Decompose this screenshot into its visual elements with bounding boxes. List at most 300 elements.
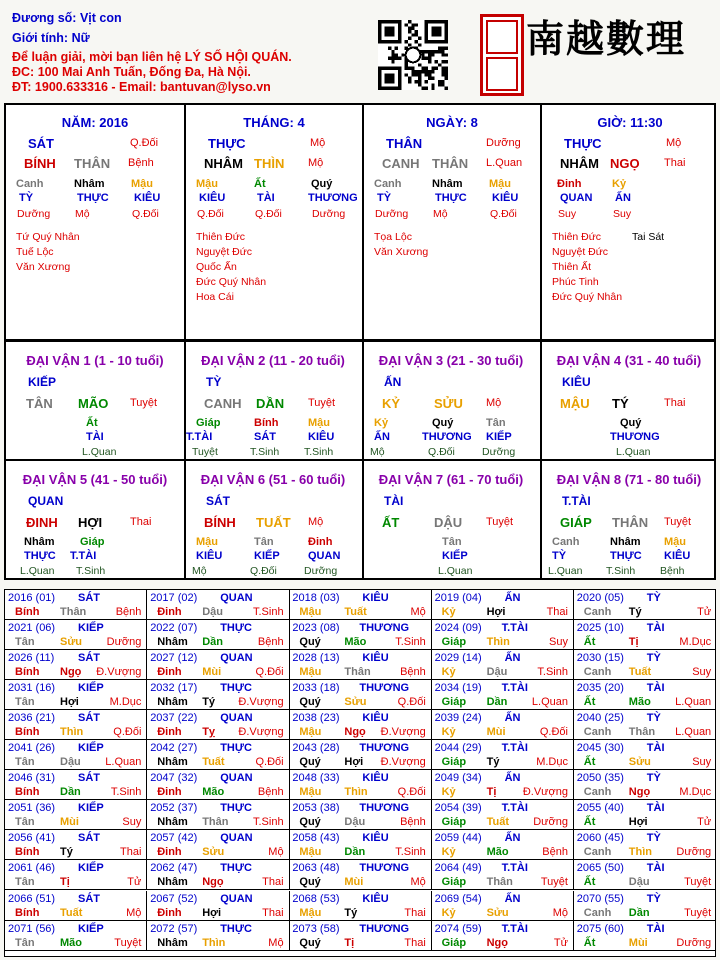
annual-phase: Đ.Vượng — [522, 786, 568, 799]
gioi-tinh-line — [12, 31, 90, 46]
annual-phase: L.Quan — [531, 696, 568, 709]
hidden-phase: L.Quan — [20, 565, 55, 577]
annual-branch: Dần — [60, 786, 81, 799]
hidden-phase: Dưỡng — [375, 208, 409, 220]
annual-phase: Tuyệt — [114, 936, 142, 949]
annual-year: 2041 (26) — [8, 742, 56, 755]
hidden-stem: Đinh — [557, 178, 582, 190]
annual-year: 2035 (20) — [576, 682, 624, 695]
annual-god: SÁT — [78, 772, 100, 785]
annual-branch: Tị — [628, 636, 639, 649]
hidden-god: KIÊU — [664, 550, 691, 562]
annual-stem: Đinh — [157, 846, 182, 859]
annual-cell — [574, 740, 716, 770]
special-star: Phúc Tinh — [552, 276, 599, 288]
hidden-stem: Mậu — [308, 417, 330, 429]
annual-god: SÁT — [78, 832, 100, 845]
annual-god: ẤN — [504, 592, 521, 604]
annual-phase: Bệnh — [400, 666, 426, 679]
annual-year: 2042 (27) — [150, 742, 198, 755]
hidden-god: THƯƠNG — [610, 431, 660, 443]
pillar-stem: NHÂM — [560, 156, 599, 171]
annual-god: T.TÀI — [501, 682, 528, 695]
dai-van-stem: TÂN — [26, 396, 53, 411]
annual-branch: Thìn — [202, 936, 226, 949]
annual-stem: Đinh — [157, 786, 182, 799]
dai-van-branch: TUẤT — [256, 515, 291, 530]
annual-branch: Ngọ — [486, 936, 508, 949]
annual-year: 2067 (52) — [150, 892, 198, 905]
hidden-god: QUAN — [308, 550, 341, 562]
hidden-stem: Tân — [442, 536, 462, 548]
annual-phase: Mộ — [268, 936, 284, 949]
annual-phase: M.Dục — [109, 696, 142, 709]
annual-stem: Ất — [583, 756, 596, 769]
pillar-branch: THÂN — [432, 156, 469, 171]
header — [0, 0, 720, 100]
dai-van-phase: Mộ — [308, 516, 324, 528]
annual-cell — [432, 830, 574, 860]
annual-stem: Quý — [299, 876, 321, 889]
annual-phase: Đ.Vượng — [380, 756, 426, 769]
dai-van-title: ĐẠI VẬN 7 (61 - 70 tuổi) — [378, 472, 524, 487]
annual-branch: Thân — [628, 726, 656, 739]
annual-stem: Kỷ — [441, 606, 456, 618]
hidden-stem: Mậu — [489, 178, 511, 190]
annual-god: QUAN — [220, 892, 253, 905]
annual-year: 2020 (05) — [576, 592, 624, 604]
annual-god: SÁT — [78, 592, 100, 604]
pillar-branch-phase: L.Quan — [486, 157, 523, 169]
special-star: Tọa Lộc — [374, 231, 412, 243]
annual-phase: Thai — [119, 846, 142, 859]
annual-god: KIẾP — [78, 802, 104, 815]
dai-van-stem: CANH — [204, 396, 242, 411]
hidden-god: KIÊU — [134, 192, 161, 204]
hidden-stem: Giáp — [80, 536, 105, 548]
hidden-phase: Dưỡng — [312, 208, 346, 220]
hidden-phase: Q.Đối — [428, 446, 455, 458]
dai-van-branch: DẬU — [434, 515, 463, 530]
hidden-god: KIÊU — [308, 431, 335, 443]
annual-stem: Ất — [583, 936, 596, 949]
hidden-stem: Quý — [432, 417, 454, 429]
annual-god: TỲ — [646, 892, 661, 905]
hidden-phase: Q.Đối — [197, 208, 224, 220]
annual-god: THỰC — [220, 742, 252, 755]
dai-van-phase: Thai — [130, 516, 152, 528]
annual-year: 2018 (03) — [292, 592, 340, 604]
pillar-stem-phase: Q.Đối — [130, 137, 159, 149]
special-star: Hoa Cái — [196, 291, 234, 303]
annual-year: 2066 (51) — [8, 892, 56, 905]
hidden-god: ẤN — [374, 431, 390, 443]
annual-stem: Bính — [15, 726, 40, 739]
annual-branch: Dậu — [202, 606, 223, 618]
annual-cell — [289, 740, 431, 770]
annual-cell — [289, 770, 431, 800]
annual-phase: Bệnh — [257, 786, 284, 799]
annual-god: TỲ — [646, 832, 661, 845]
annual-year: 2062 (47) — [150, 862, 198, 875]
pillar-3 — [540, 105, 718, 339]
pillar-0 — [6, 105, 184, 339]
annual-phase: Suy — [549, 636, 568, 649]
annual-year: 2022 (07) — [150, 622, 198, 635]
annual-year: 2039 (24) — [434, 712, 482, 725]
annual-phase: Tuyệt — [540, 876, 568, 889]
annual-branch: Dậu — [344, 816, 366, 829]
annual-cell — [147, 680, 289, 710]
dai-van-title: ĐẠI VẬN 2 (11 - 20 tuổi) — [201, 353, 345, 368]
annual-stem: Bính — [15, 606, 40, 618]
dai-van-cell — [184, 342, 362, 460]
hidden-stem: Kỷ — [374, 417, 389, 429]
dai-van-cell — [362, 461, 540, 579]
annual-god: KIÊU — [362, 652, 389, 665]
annual-branch: Hợi — [60, 696, 79, 709]
dai-van-phase: Mộ — [486, 397, 502, 409]
annual-branch: Mão — [60, 936, 82, 949]
address-line: ĐC: 100 Mai Anh Tuấn, Đống Đa, Hà Nội. — [12, 65, 251, 79]
annual-stem: Mậu — [299, 906, 322, 919]
annual-cell — [289, 710, 431, 740]
annual-phase: T.Sinh — [537, 666, 568, 679]
hidden-phase: Q.Đối — [250, 565, 277, 577]
dai-van-title: ĐẠI VẬN 8 (71 - 80 tuổi) — [556, 472, 702, 487]
annual-year: 2031 (16) — [8, 682, 56, 695]
pillar-title: NĂM: 2016 — [61, 115, 129, 130]
dai-van-stem: KỶ — [382, 396, 401, 411]
dai-van-god: SÁT — [206, 494, 230, 508]
hidden-god: TÀI — [257, 192, 275, 204]
annual-cell — [5, 680, 147, 710]
annual-stem: Giáp — [441, 936, 467, 949]
dai-van-branch: DẦN — [256, 396, 285, 411]
hidden-god: THỰC — [77, 192, 109, 204]
annual-luck-grid — [4, 589, 716, 957]
annual-branch: Mùi — [202, 666, 222, 679]
annual-cell — [574, 770, 716, 800]
annual-god: KIÊU — [362, 772, 389, 785]
annual-stem: Mậu — [299, 846, 322, 859]
annual-year: 2068 (53) — [292, 892, 340, 905]
annual-stem: Đinh — [157, 726, 182, 739]
annual-stem: Mậu — [299, 726, 322, 739]
annual-branch: Dậu — [628, 876, 650, 889]
pillar-stem: CANH — [382, 156, 420, 171]
annual-cell — [432, 921, 574, 951]
annual-cell — [432, 590, 574, 620]
annual-year: 2051 (36) — [8, 802, 56, 815]
dai-van-title: ĐẠI VẬN 6 (51 - 60 tuổi) — [200, 472, 346, 487]
annual-year: 2024 (09) — [434, 622, 482, 635]
dai-van-phase: Tuyệt — [130, 397, 158, 409]
annual-branch: Sửu — [628, 756, 651, 769]
annual-year: 2046 (31) — [8, 772, 56, 785]
annual-god: T.TÀI — [501, 862, 528, 875]
annual-branch: Sửu — [486, 906, 509, 919]
annual-cell — [432, 740, 574, 770]
annual-god: SÁT — [78, 712, 100, 725]
hidden-god: THỰC — [435, 192, 467, 204]
annual-stem: Đinh — [157, 666, 182, 679]
annual-god: ẤN — [504, 712, 521, 725]
annual-branch: Thìn — [60, 726, 84, 739]
annual-year: 2036 (21) — [8, 712, 56, 725]
annual-year: 2048 (33) — [292, 772, 340, 785]
annual-year: 2058 (43) — [292, 832, 340, 845]
dai-van-title: ĐẠI VẬN 5 (41 - 50 tuổi) — [22, 472, 168, 487]
annual-phase: Dưỡng — [533, 816, 568, 829]
annual-stem: Canh — [583, 786, 612, 799]
annual-year: 2072 (57) — [150, 922, 198, 935]
annual-year: 2016 (01) — [8, 592, 56, 604]
annual-year: 2025 (10) — [576, 622, 624, 635]
annual-phase: M.Dục — [679, 636, 712, 649]
annual-cell — [289, 860, 431, 890]
annual-phase: Bệnh — [400, 816, 426, 829]
annual-branch: Tý — [628, 606, 642, 618]
annual-stem: Mậu — [299, 666, 322, 679]
annual-year: 2073 (58) — [292, 922, 340, 935]
annual-god: T.TÀI — [501, 622, 528, 635]
annual-branch: Tị — [486, 786, 497, 799]
annual-cell — [147, 770, 289, 800]
annual-god: THỰC — [220, 802, 252, 815]
annual-god: T.TÀI — [501, 742, 528, 755]
special-star: Đức Quý Nhân — [196, 276, 267, 288]
hidden-phase: Mộ — [370, 446, 385, 458]
annual-branch: Tỵ — [202, 726, 216, 739]
annual-cell — [147, 590, 289, 620]
hidden-phase: L.Quan — [82, 446, 117, 458]
special-star: Tứ Quý Nhân — [16, 231, 80, 243]
pillar-branch: THÂN — [74, 156, 111, 171]
annual-stem: Canh — [583, 846, 612, 859]
annual-phase: T.Sinh — [253, 606, 284, 618]
annual-year: 2038 (23) — [292, 712, 340, 725]
annual-stem: Tân — [15, 636, 35, 649]
pillar-branch: THÌN — [254, 156, 285, 171]
special-star: Tuế Lộc — [16, 246, 54, 258]
hidden-phase: Bệnh — [660, 565, 685, 577]
annual-stem: Quý — [299, 756, 321, 769]
annual-stem: Quý — [299, 816, 321, 829]
pillar-1 — [184, 105, 362, 339]
annual-year: 2060 (45) — [576, 832, 624, 845]
gioi-tinh-value: Nữ — [71, 31, 90, 45]
annual-god: THƯƠNG — [359, 622, 410, 635]
annual-year: 2037 (22) — [150, 712, 198, 725]
red-seal-icon — [480, 14, 524, 96]
dai-van-branch: MÃO — [78, 396, 109, 411]
annual-phase: Đ.Vượng — [380, 726, 426, 739]
hidden-god: KIÊU — [492, 192, 519, 204]
annual-god: THƯƠNG — [359, 802, 410, 815]
annual-phase: Suy — [122, 816, 142, 829]
hidden-phase: Q.Đối — [255, 208, 282, 220]
hidden-stem: Quý — [620, 417, 642, 429]
hidden-god: T.TÀI — [70, 550, 97, 562]
duong-so-value: Vịt con — [79, 11, 122, 25]
pillar-branch-phase: Thai — [664, 157, 686, 169]
dai-van-panel — [4, 340, 716, 580]
pillar-stem-god: THỰC — [564, 136, 602, 151]
annual-god: THỰC — [220, 682, 252, 695]
annual-god: T.TÀI — [501, 802, 528, 815]
annual-cell — [432, 680, 574, 710]
annual-year: 2056 (41) — [8, 832, 56, 845]
hidden-stem: Tân — [486, 417, 506, 429]
hidden-god: ẤN — [615, 192, 631, 204]
annual-stem: Bính — [15, 846, 40, 859]
annual-branch: Ngọ — [202, 876, 224, 889]
annual-stem: Quý — [299, 936, 321, 949]
annual-cell — [574, 590, 716, 620]
annual-year: 2021 (06) — [8, 622, 56, 635]
hidden-stem: Ất — [254, 178, 266, 190]
special-star: Nguyệt Đức — [552, 246, 609, 258]
annual-god: KIÊU — [362, 592, 389, 604]
dai-van-phase: Tuyệt — [308, 397, 336, 409]
annual-phase: Tử — [127, 876, 142, 889]
annual-year: 2069 (54) — [434, 892, 482, 905]
pillar-title: THÁNG: 4 — [243, 115, 305, 130]
dai-van-branch: SỬU — [434, 396, 463, 411]
annual-stem: Canh — [583, 906, 612, 919]
annual-cell — [289, 830, 431, 860]
annual-god: KIẾP — [78, 682, 104, 695]
annual-phase: M.Dục — [679, 786, 712, 799]
hidden-god: THỰC — [610, 550, 642, 562]
annual-phase: M.Dục — [536, 756, 568, 769]
annual-branch: Tý — [202, 696, 216, 709]
annual-branch: Tị — [344, 936, 355, 949]
annual-stem: Giáp — [441, 636, 467, 649]
annual-branch: Thìn — [486, 636, 510, 649]
annual-cell — [5, 710, 147, 740]
pillar-stem-phase: Mộ — [310, 137, 326, 149]
phone-email-line[interactable]: ĐT: 1900.633316 - Email: bantuvan@lyso.vn — [12, 80, 271, 94]
annual-god: SÁT — [78, 892, 100, 905]
annual-cell — [5, 891, 147, 921]
special-star-2: Tai Sát — [632, 231, 665, 243]
annual-cell — [147, 740, 289, 770]
annual-year: 2052 (37) — [150, 802, 198, 815]
pillar-stem-god: THÂN — [386, 136, 423, 151]
annual-god: KIẾP — [78, 922, 104, 935]
annual-stem: Tân — [15, 816, 35, 829]
annual-phase: Thai — [262, 876, 284, 889]
annual-year: 2023 (08) — [292, 622, 340, 635]
annual-branch: Dần — [486, 696, 508, 709]
annual-branch: Tý — [60, 846, 73, 859]
annual-god: TỲ — [646, 712, 661, 725]
annual-phase: Đ.Vượng — [96, 666, 142, 679]
annual-god: TÀI — [646, 682, 665, 695]
annual-phase: Q.Đối — [397, 696, 426, 709]
dai-van-stem: GIÁP — [560, 515, 592, 530]
annual-god: THỰC — [220, 862, 252, 875]
annual-year: 2033 (18) — [292, 682, 340, 695]
hidden-stem: Canh — [374, 178, 402, 190]
annual-phase: Đ.Vượng — [238, 696, 284, 709]
four-pillars-panel — [4, 103, 716, 341]
annual-cell — [574, 800, 716, 830]
hidden-phase: Mộ — [192, 565, 207, 577]
annual-stem: Bính — [15, 666, 40, 679]
duong-so-line — [12, 11, 122, 26]
hidden-stem: Tân — [254, 536, 274, 548]
annual-stem: Bính — [15, 786, 40, 799]
annual-branch: Mão — [202, 786, 225, 799]
annual-god: ẤN — [504, 772, 521, 785]
annual-branch: Mão — [486, 846, 509, 859]
annual-god: KIÊU — [362, 832, 389, 845]
pillar-title: GIỜ: 11:30 — [597, 115, 663, 130]
dai-van-god: KIẾP — [28, 375, 57, 389]
dai-van-branch: THÂN — [612, 515, 649, 530]
dai-van-title: ĐẠI VẬN 1 (1 - 10 tuổi) — [26, 353, 164, 368]
dai-van-cell — [184, 461, 362, 579]
hidden-stem: Canh — [16, 178, 44, 190]
qr-code-icon — [378, 20, 448, 90]
annual-stem: Nhâm — [157, 816, 188, 829]
annual-stem: Kỷ — [441, 726, 456, 739]
annual-branch: Dần — [344, 846, 366, 859]
dai-van-cell — [540, 342, 718, 460]
hidden-phase: L.Quan — [548, 565, 583, 577]
annual-stem: Giáp — [441, 876, 467, 889]
dai-van-stem: MẬU — [560, 396, 590, 411]
brand-title: 南越數理 — [526, 16, 687, 61]
annual-stem: Canh — [583, 666, 612, 679]
annual-stem: Kỷ — [441, 666, 456, 679]
annual-cell — [5, 620, 147, 650]
pillar-stem: NHÂM — [204, 156, 243, 171]
dai-van-branch: HỢI — [78, 515, 103, 530]
special-star: Văn Xương — [16, 261, 71, 273]
hidden-stem: Nhâm — [432, 178, 463, 190]
hidden-phase: L.Quan — [616, 446, 651, 458]
hidden-stem: Nhâm — [610, 536, 641, 548]
dai-van-stem: ĐINH — [26, 515, 58, 530]
hidden-stem: Mậu — [664, 536, 686, 548]
hidden-phase: T.Sinh — [76, 565, 106, 577]
annual-cell — [5, 921, 147, 951]
hidden-stem: Đinh — [308, 536, 333, 548]
hidden-stem: Mậu — [131, 178, 153, 190]
annual-stem: Mậu — [299, 786, 322, 799]
annual-cell — [5, 590, 147, 620]
hidden-phase: Mộ — [433, 208, 448, 220]
hidden-phase: L.Quan — [438, 565, 473, 577]
annual-cell — [147, 891, 289, 921]
hidden-god: THƯƠNG — [308, 192, 358, 204]
annual-branch: Tị — [60, 876, 70, 889]
hidden-stem: Nhâm — [74, 178, 105, 190]
annual-stem: Canh — [583, 726, 612, 739]
annual-phase: Suy — [692, 756, 712, 769]
annual-god: QUAN — [220, 592, 253, 604]
annual-phase: Thai — [404, 936, 426, 949]
annual-cell — [147, 860, 289, 890]
annual-phase: Đ.Vượng — [238, 726, 284, 739]
annual-stem: Giáp — [441, 756, 467, 769]
annual-god: QUAN — [220, 772, 253, 785]
annual-year: 2019 (04) — [434, 592, 482, 604]
